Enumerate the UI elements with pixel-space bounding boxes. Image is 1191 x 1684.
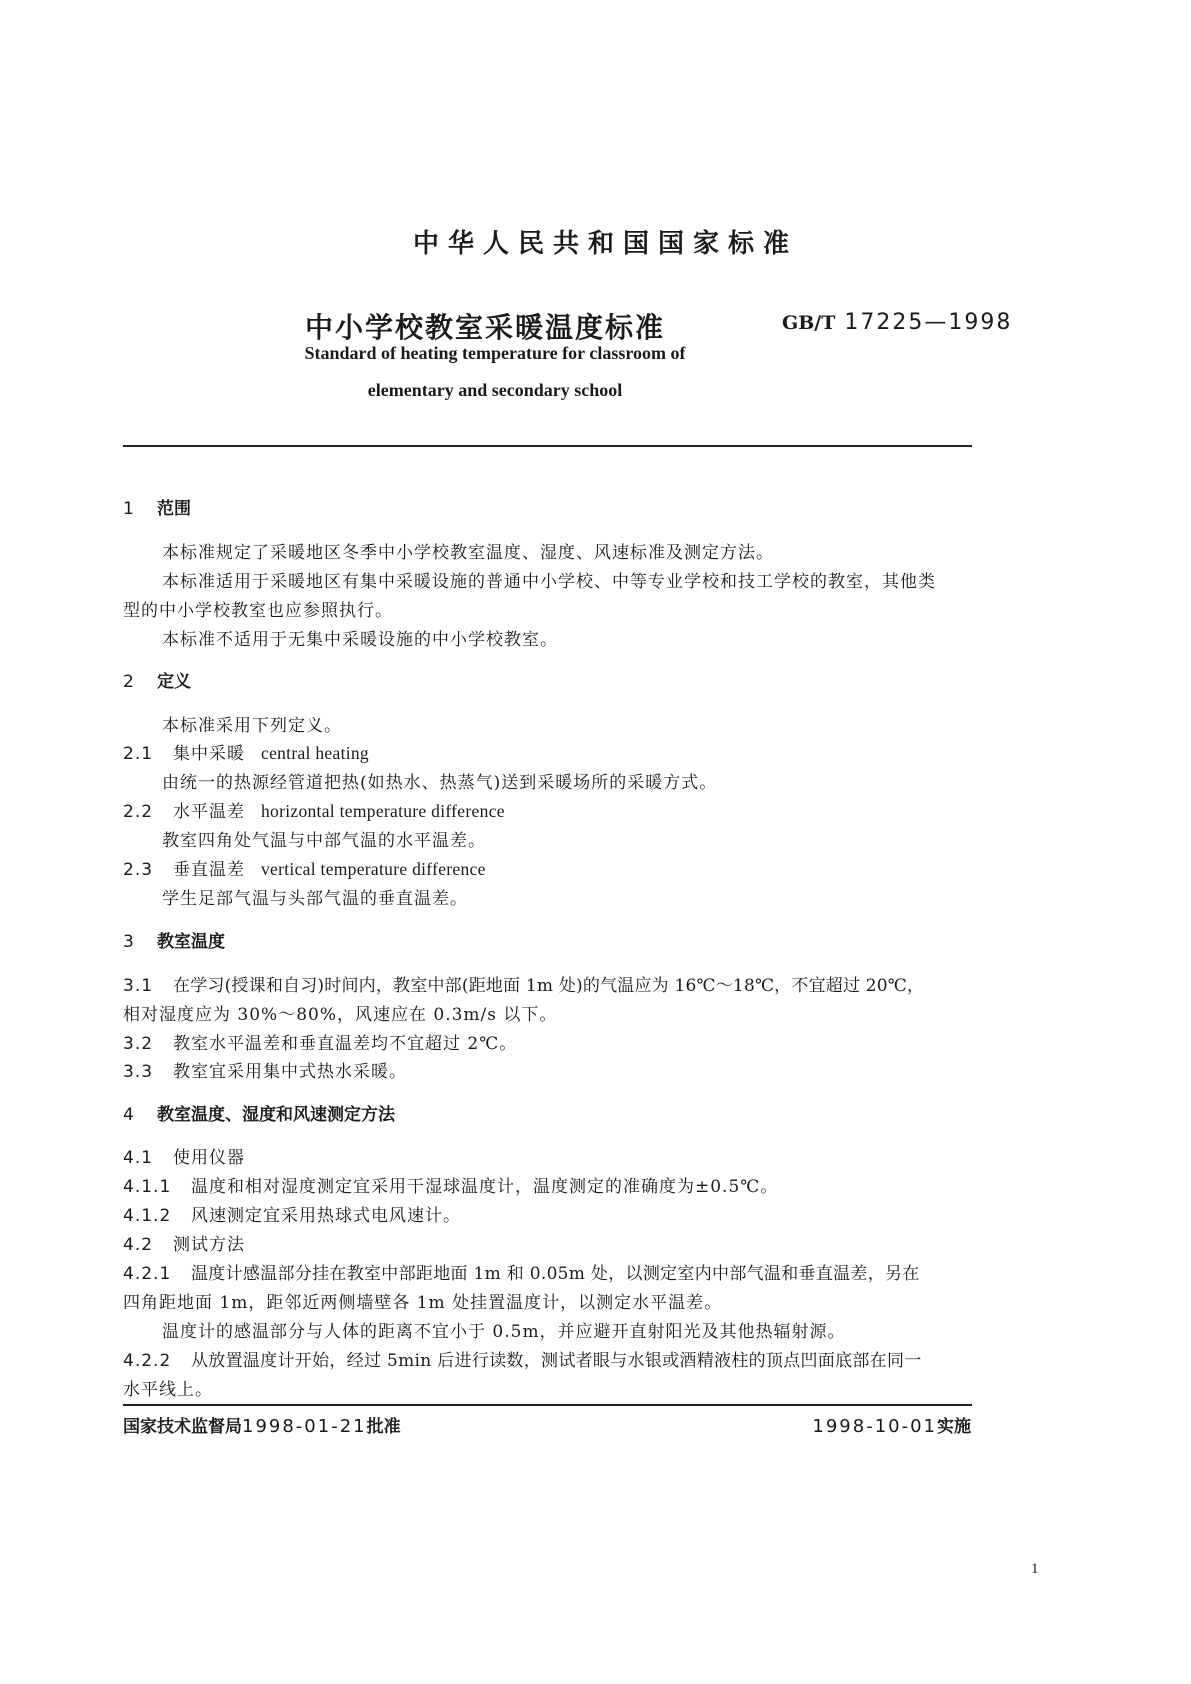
s1-paragraph-3: 本标准不适用于无集中采暖设施的中小学校教室。	[162, 630, 558, 650]
definition-2-2-text: 教室四角处气温与中部气温的水平温差。	[162, 831, 486, 851]
clause-3-3-text: 教室宜采用集中式热水采暖。	[173, 1062, 407, 1082]
section-1-heading	[123, 494, 191, 519]
national-standard-heading: 中华人民共和国国家标准	[412, 229, 798, 259]
section-4-heading	[123, 1100, 395, 1125]
section-1-title: 范围	[157, 499, 191, 519]
clause-4-1-2-number: 4.1.2	[123, 1206, 172, 1226]
effective-label: 实施	[937, 1417, 971, 1437]
clause-3-3	[123, 1057, 407, 1082]
s1-paragraph-1: 本标准规定了采暖地区冬季中小学校教室温度、湿度、风速标准及测定方法。	[162, 543, 774, 563]
definition-2-1-text: 由统一的热源经管道把热(如热水、热蒸气)送到采暖场所的采暖方式。	[162, 773, 718, 793]
clause-3-1-text: 在学习(授课和自习)时间内，教室中部(距地面 1m 处)的气温应为 16℃～18℃，不宜超过 20℃，	[173, 976, 925, 996]
clause-4-1-1-number: 4.1.1	[123, 1177, 172, 1197]
clause-4-1-text: 使用仪器	[173, 1148, 245, 1168]
section-4-number: 4	[123, 1105, 134, 1125]
clause-3-2	[123, 1029, 517, 1054]
clause-4-2-2	[123, 1346, 922, 1371]
s2-intro: 本标准采用下列定义。	[162, 716, 342, 736]
clause-4-2-2-text: 从放置温度计开始，经过 5min 后进行读数，测试者眼与水银或酒精液柱的顶点凹面底部在同一	[191, 1351, 922, 1371]
clause-4-1-2-text: 风速测定宜采用热球式电风速计。	[191, 1206, 461, 1226]
clause-3-2-number: 3.2	[123, 1034, 154, 1054]
definition-2-2-term: 水平温差	[173, 802, 245, 822]
clause-4-2-1-text: 温度计感温部分挂在教室中部距地面 1m 和 0.05m 处，以测定室内中部气温和垂直温差，另在	[191, 1264, 920, 1284]
definition-2-2-number: 2.2	[123, 802, 154, 822]
definition-2-3	[123, 855, 486, 880]
page-number: 1	[1031, 1561, 1039, 1577]
definition-2-1	[123, 739, 369, 764]
s1-paragraph-2a: 本标准适用于采暖地区有集中采暖设施的普通中小学校、中等专业学校和技工学校的教室，其他类	[162, 572, 936, 592]
effective-line	[812, 1412, 971, 1437]
document-title-en-line1: Standard of heating temperature for classroom of	[304, 343, 686, 363]
s1-paragraph-2b: 型的中小学校教室也应参照执行。	[123, 601, 393, 621]
clause-4-1-2	[123, 1201, 461, 1226]
clause-4-1-number: 4.1	[123, 1148, 154, 1168]
definition-2-1-english: central heating	[261, 743, 369, 763]
definition-2-2	[123, 797, 505, 822]
section-2-heading	[123, 667, 191, 692]
standard-number-prefix: GB/T	[782, 312, 836, 334]
clause-4-2-1	[123, 1259, 920, 1284]
clause-4-1	[123, 1143, 245, 1168]
clause-4-2-2-continued: 水平线上。	[123, 1380, 213, 1400]
header-divider	[123, 445, 972, 447]
approval-line	[123, 1412, 401, 1437]
definition-2-2-english: horizontal temperature difference	[261, 801, 505, 821]
clause-3-2-text: 教室水平温差和垂直温差均不宜超过 2℃。	[173, 1034, 518, 1054]
section-1-number: 1	[123, 499, 134, 519]
definition-2-3-number: 2.3	[123, 860, 154, 880]
document-title-en-line2: elementary and secondary school	[367, 380, 623, 400]
standard-number-value: 17225—1998	[844, 310, 1013, 335]
document-title-cn: 中小学校教室采暖温度标准	[305, 311, 666, 344]
clause-4-2-number: 4.2	[123, 1235, 154, 1255]
clause-4-2-1-note: 温度计的感温部分与人体的距离不宜小于 0.5m，并应避开直射阳光及其他热辐射源。	[162, 1322, 846, 1342]
clause-4-2-2-number: 4.2.2	[123, 1351, 172, 1371]
clause-4-2-text: 测试方法	[173, 1235, 245, 1255]
clause-4-2-1-number: 4.2.1	[123, 1264, 172, 1284]
clause-4-2-1-continued: 四角距地面 1m，距邻近两侧墙壁各 1m 处挂置温度计，以测定水平温差。	[123, 1293, 723, 1313]
section-4-title: 教室温度、湿度和风速测定方法	[157, 1105, 395, 1125]
section-3-title: 教室温度	[157, 932, 225, 952]
definition-2-3-text: 学生足部气温与头部气温的垂直温差。	[162, 889, 468, 909]
definition-2-1-number: 2.1	[123, 744, 154, 764]
footer-divider	[123, 1404, 972, 1406]
clause-3-1	[123, 971, 924, 996]
section-3-heading	[123, 927, 225, 952]
clause-4-2	[123, 1230, 245, 1255]
clause-3-3-number: 3.3	[123, 1062, 154, 1082]
section-2-number: 2	[123, 672, 134, 692]
definition-2-1-term: 集中采暖	[173, 744, 245, 764]
clause-3-1-number: 3.1	[123, 976, 154, 996]
clause-4-1-1	[123, 1172, 778, 1197]
definition-2-3-english: vertical temperature difference	[261, 859, 486, 879]
clause-4-1-1-text: 温度和相对湿度测定宜采用干湿球温度计，温度测定的准确度为±0.5℃。	[191, 1177, 779, 1197]
approval-date: 1998-01-21	[242, 1416, 367, 1437]
standard-number	[782, 310, 1012, 335]
clause-3-1-continued: 相对湿度应为 30%～80%，风速应在 0.3m/s 以下。	[123, 1005, 558, 1025]
section-3-number: 3	[123, 932, 134, 952]
section-2-title: 定义	[157, 672, 191, 692]
approver: 国家技术监督局	[123, 1417, 242, 1437]
definition-2-3-term: 垂直温差	[173, 860, 245, 880]
effective-date: 1998-10-01	[812, 1416, 937, 1437]
approval-label: 批准	[366, 1417, 401, 1437]
